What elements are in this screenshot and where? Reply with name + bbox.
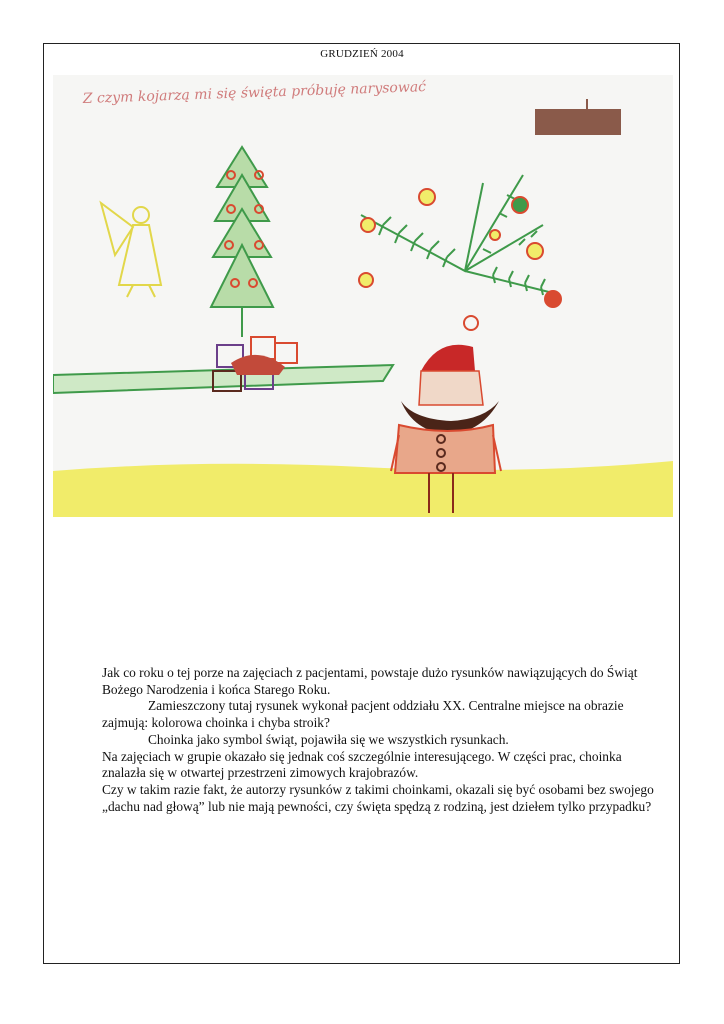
paragraph-3: Choinka jako symbol świąt, pojawiła się we wszystkich rysunkach. <box>148 731 509 747</box>
handwritten-caption: Z czym kojarzą mi się święta próbuję narysować <box>82 79 427 107</box>
paragraph-5: Czy w takim razie fakt, że autorzy rysunków z takimi choinkami, okazali się być osobami bez swojego „dachu nad głową” lub nie mają pewności, czy święta spędzą z rodziną, jest dziełem tylko przypadku? <box>102 781 654 814</box>
paragraph-2: Zamieszczony tutaj rysunek wykonał pacjent oddziału XX. Centralne miejsce na obrazie zajmują: kolorowa choinka i chyba stroik? <box>102 698 624 731</box>
child-drawing <box>53 75 673 517</box>
page-header: GRUDZIEŃ 2004 <box>320 48 404 60</box>
paragraph-4: Na zajęciach w grupie okazało się jednak coś szczególnie interesującego. W części prac, choinka znalazła się w otwartej przestrzeni zimowych krajobrazów. <box>102 748 622 781</box>
snow-ground <box>53 461 673 517</box>
paragraph-1: Jak co roku o tej porze na zajęciach z pacjentami, powstaje dużo rysunków nawiązujących do Świąt Bożego Narodzenia i końca Starego Roku. <box>102 665 638 697</box>
article-body <box>102 665 662 815</box>
